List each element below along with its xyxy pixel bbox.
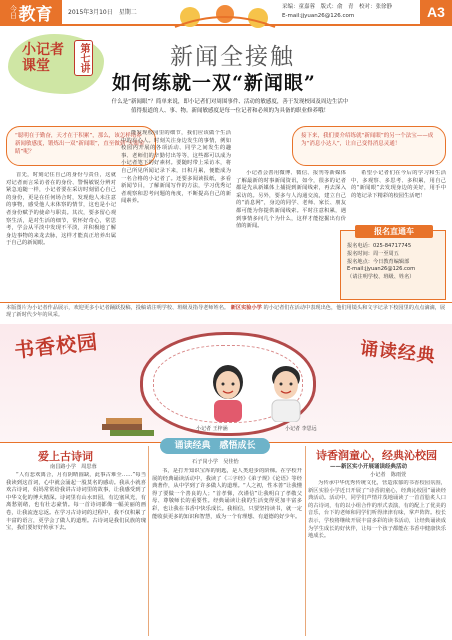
section-1-text: “人有悲欢离合，月有阴晴圆缺，此事古难全……”每当我读到这首词，心中就会涌起一股莫名的感动。我从小就喜欢古诗词，妈妈常常给我讲古诗词里的故事，让我感受到了中华文化的博大精深。诗词里有山水田园，有边塞风光，有离愁别绪，也有壮志豪情。每一首诗词都像一幅美丽的画卷，让我流连忘返。在学习古诗词的过程中，我不仅积累了丰富的语言，更学会了做人的道理。古诗词是我们民族的瑰宝，我们要好好传承下去。: [6, 472, 146, 532]
column-4-text: 希望小记者们在今后的学习和生活中，多观察、多思考、多积累，用自己的“新闻眼”去发现身边的美好，用手中的笔记录下精彩的校园生活吧！: [351, 170, 446, 199]
brand-small-text: 今日: [9, 5, 18, 19]
signup-line: E-mail:jjyuan26@126.com: [347, 266, 416, 273]
section-1-title: 爱上古诗词: [38, 450, 93, 463]
boy-portrait: [262, 360, 310, 422]
photo-note-lead: 本版图片为小记者作品展示，欢迎更多小记者踊跃投稿，投稿请注明学校、班级及指导老师姓名。: [6, 305, 230, 311]
section-2-body: [152, 468, 302, 636]
photo-note-school: 新区实验小学: [230, 305, 262, 311]
section-3-subtitle: ——新区实小开展诵读经典活动: [330, 464, 408, 470]
signup-line: 报名地点：今日教育编辑部: [347, 258, 410, 265]
picture-title-left: 书香校园: [13, 329, 100, 363]
brand-title: 教育: [18, 4, 53, 25]
books-illustration: [100, 410, 160, 438]
kicker-headline: 新闻全接触: [170, 44, 295, 70]
column-badge: [8, 34, 104, 94]
main-headline: 如何练就一双“新闻眼”: [112, 72, 316, 94]
issue-date: 2015年3月10日 星期二: [68, 9, 137, 16]
section-3-body: [308, 480, 446, 636]
decorative-header-graphic: [170, 2, 280, 32]
caption-left: 小记者 王梓涵: [196, 426, 228, 432]
section-2-text: 书，是打开知识宝库的钥匙，是人类进步的阶梯。在学校开展的经典诵读活动中，我读了《三字经》《弟子规》《论语》等经典著作，从中学到了许多做人的道理。“人之初，性本善”让我懂得了要做一个善良的人；“首孝悌，次谨信”让我明白了孝敬父母、尊敬师长的重要性。经典诵读让我的生活变得更加丰富多彩，也让我在书香中快乐成长。我相信，只要坚持读书，就一定能收获更多的知识和智慧，成为一个有理想、有道德的好少年。: [152, 468, 302, 520]
article-column-3: [236, 170, 346, 302]
caption-right: 小记者 李思远: [285, 426, 317, 432]
signup-box: [340, 227, 446, 300]
article-column-4: [351, 170, 446, 226]
signup-line: 报名时间：周一至周五: [347, 250, 399, 257]
column-divider: [148, 446, 149, 636]
divider: [0, 302, 452, 303]
section-3-text: 为传承中华优秀传统文化，营造浓郁的书香校园氛围，新区实验小学近日开展了“诗香润童心，经典沁校园”诵读经典活动。活动中，同学们声情并茂地诵读了一首首脍炙人口的古诗词，有的以小组合作的形式表演，有的配上了优美的音乐，台下的老师和同学们听得津津有味，掌声阵阵。校长表示，学校将继续开展丰富多彩的读书活动，让经典诵读成为学生成长的好伙伴，让每一个孩子都能在书香中健康快乐地成长。: [308, 480, 446, 540]
section-2-title: 诵读经典 感悟成长: [160, 438, 270, 454]
editor-info: [282, 3, 392, 21]
signup-title: 报名直通车: [355, 225, 433, 238]
quote-bubble-right: 接下来，我们要介绍练就“新闻眼”的另一个法宝——成为“消息小达人”，让自己变得消息灵通！: [292, 126, 446, 166]
picture-title-right: 诵读经典: [358, 338, 437, 367]
editor-line: 采编：童嘉蓉 版式：俞 青 校对：张徐静: [282, 4, 393, 10]
column-3-text: 小记者会善用微博、微信、报刊等新媒体了解最新的时事新闻资讯，如今，很多的记者都是先从新媒体上捕捉到新闻线索，再去深入采访的。另外，要多与人沟通交流，建立自己的“消息网”，身边的同学、老师、家长、朋友都可能为你提供新闻线索。平时注意积累，遇到事情多问几个为什么，这样才能挖掘出有价值的新闻。: [236, 170, 346, 230]
photo-note-rest: 的小记者们在活动中表现出色，他们用镜头和文字记录下校园里的点点滴滴，展现了新时代少年的风采。: [6, 305, 446, 318]
signup-line: （请注明学校、班级、姓名）: [347, 274, 415, 281]
page-number: A3: [420, 0, 452, 24]
section-1-author: 南昌路小学 周思蓉: [50, 464, 97, 470]
quote-bubble-left: “聪明在于勤奋，天才在于积累”，那么，该怎样培养新闻敏感度，锻炼出一双“新闻眼”，直至做到“火眼金睛”呢？: [6, 126, 156, 166]
article-column-1: [6, 172, 116, 302]
girl-portrait: [204, 360, 252, 422]
email-line: E-mail:jjyuan26@126.com: [282, 13, 355, 19]
section-3-author: 小记者 陈雨萱: [370, 472, 407, 478]
section-2-author: 石子岗小学 吴佳怡: [192, 459, 239, 465]
column-2-text: 能发现校园里的细节，我们应该做个生活中的有心人。时刻关注身边发生的事情，例如校园内开展的各项活动、同学之间发生的趣事、老师们的辛勤付出等等，这些都可以成为小记者笔下的好素材。要随时带上采访本，将自己所见所闻记录下来，日积月累，便能成为一名合格的小记者了。还要多阅读报纸，多看新闻节目，了解新闻写作的方法，学习优秀记者观察和思考问题的角度，不断提高自己的新闻素养。: [121, 130, 231, 205]
photo-note: [6, 305, 446, 319]
column-title: 小记者课堂: [22, 42, 64, 74]
section-3-title: 诗香润童心，经典沁校园: [316, 449, 437, 462]
lede-paragraph: 什么是“新闻眼”？简单来说，即小记者们对周围事件、活动的敏感度，善于发现校园及周边生活中值得报道的人、事、物。新闻敏感度是每一位记者和必须的为具备的职业修养哦！: [111, 99, 349, 114]
issue-number: 第七讲: [74, 40, 93, 76]
section-1-body: [6, 472, 146, 636]
column-divider: [305, 446, 306, 636]
article-column-2: [121, 130, 231, 302]
column-1-text: 首先，时刻记住自己的身份与责任，这就对记者而言采访者在的身份、警惕敏锐分辨对紧急追随一样，小记者要在采访时刻留心自己的身份，更是在任何场合时，发现他人未注意的事物，感受他人未体察的情节，这也是小记者身份赋予的使命与职责。其次，要多留心观察生活，是对生活的细节，常怀好奇心，常思考，学会从平淡中发现不平淡，并积极地了解身边事物的来龙去脉，这样才能真正培养出属于自己的新闻眼。: [6, 172, 116, 247]
signup-line: 报名电话：025-84717745: [347, 243, 412, 249]
brand-logo: [0, 0, 62, 24]
signup-details: [347, 243, 443, 282]
